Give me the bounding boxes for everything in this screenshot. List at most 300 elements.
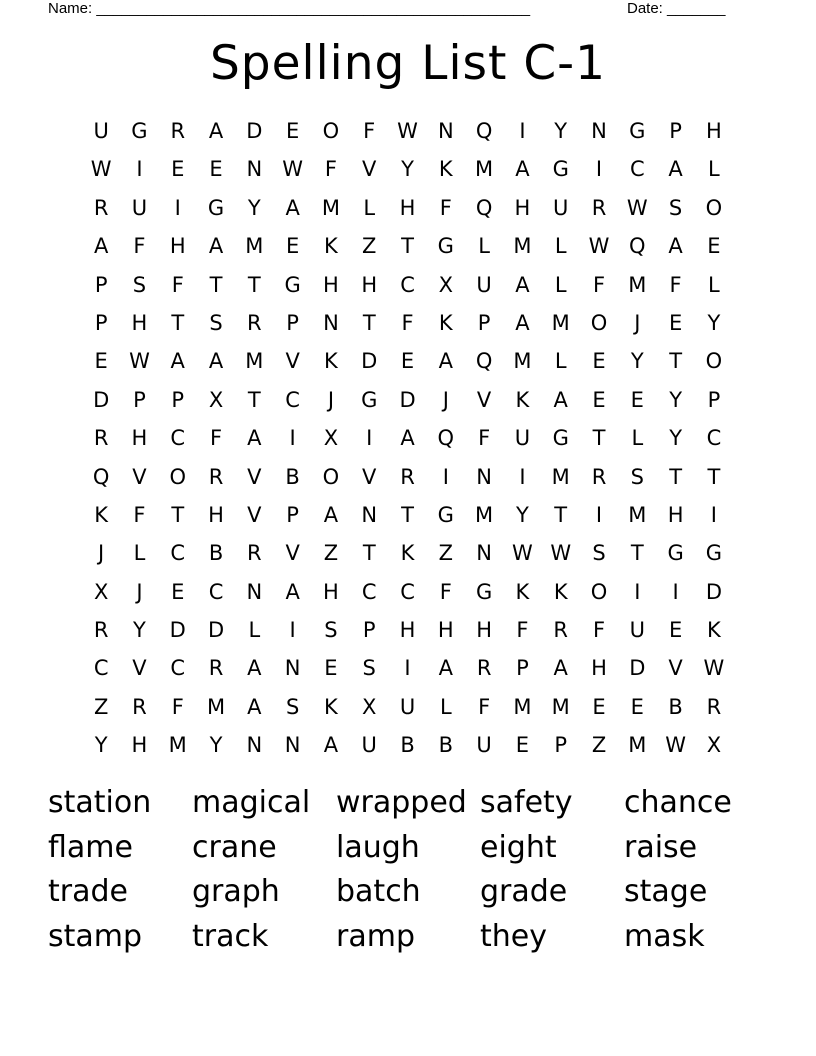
word-search-grid	[82, 112, 733, 765]
grid-letter: R	[208, 656, 224, 681]
word-bank	[48, 782, 768, 961]
grid-letter: I	[442, 464, 449, 489]
grid-letter: C	[93, 656, 109, 681]
grid-letter: K	[324, 234, 338, 259]
grid-letter: E	[668, 618, 683, 643]
grid-letter: K	[438, 157, 453, 182]
grid-letter: B	[438, 733, 454, 758]
grid-letter: G	[437, 234, 454, 259]
grid-letter: Z	[362, 234, 377, 259]
grid-letter: I	[404, 656, 411, 681]
grid-letter: M	[628, 272, 647, 297]
grid-letter: W	[626, 195, 648, 220]
grid-letter: H	[131, 426, 148, 451]
grid-letter: R	[132, 694, 147, 719]
grid-letter: P	[94, 272, 108, 297]
grid-letter: G	[552, 426, 569, 451]
grid-letter: Z	[438, 541, 454, 566]
grid-letter: E	[630, 387, 644, 412]
grid-letter: M	[551, 694, 570, 719]
grid-letter: H	[361, 272, 378, 297]
grid-letter: L	[133, 541, 146, 566]
grid-letter: V	[247, 502, 262, 527]
grid-letter: X	[93, 579, 109, 604]
grid-letter: H	[514, 195, 531, 220]
grid-letter: U	[553, 195, 569, 220]
grid-letter: R	[93, 618, 109, 643]
grid-letter: F	[439, 579, 452, 604]
grid-letter: E	[668, 310, 683, 335]
grid-letter: J	[98, 541, 105, 566]
grid-letter: T	[401, 234, 414, 259]
grid-letter: P	[707, 387, 721, 412]
grid-letter: T	[362, 541, 376, 566]
grid-letter: T	[209, 272, 223, 297]
word-bank-item: raise	[624, 829, 698, 865]
grid-letter: G	[705, 541, 723, 566]
grid-letter: P	[94, 310, 108, 335]
grid-letter: I	[595, 157, 603, 182]
grid-letter: Q	[475, 119, 493, 143]
grid-letter: M	[321, 195, 340, 220]
grid-letter: F	[133, 234, 146, 259]
grid-letter: N	[476, 464, 492, 489]
grid-letter: L	[554, 272, 567, 297]
grid-letter: F	[133, 502, 146, 527]
grid-letter: M	[245, 349, 264, 374]
grid-letter: R	[170, 119, 186, 143]
grid-letter: P	[286, 502, 299, 527]
word-bank-item: wrapped	[336, 785, 467, 820]
grid-letter: M	[628, 502, 647, 527]
grid-letter: V	[668, 656, 683, 681]
grid-letter: U	[399, 694, 416, 719]
grid-letter: S	[630, 464, 644, 489]
grid-letter: C	[170, 656, 186, 681]
word-bank-item: eight	[480, 829, 557, 865]
grid-letter: I	[289, 426, 296, 451]
grid-letter: W	[90, 157, 112, 182]
grid-letter: S	[209, 310, 223, 335]
grid-letter: F	[592, 618, 606, 643]
word-bank-item: ramp	[336, 919, 415, 955]
grid-letter: B	[285, 464, 300, 489]
grid-letter: F	[439, 195, 452, 220]
grid-letter: J	[442, 387, 449, 412]
grid-letter: I	[634, 579, 641, 604]
grid-letter: F	[669, 272, 682, 297]
grid-letter: F	[401, 310, 414, 335]
grid-letter: M	[513, 234, 532, 259]
grid-letter: H	[476, 618, 493, 643]
grid-letter: O	[705, 349, 723, 374]
grid-letter: D	[399, 387, 416, 412]
grid-letter: A	[400, 426, 415, 451]
grid-letter: U	[93, 119, 109, 143]
grid-letter: H	[131, 733, 148, 758]
grid-letter: R	[93, 195, 109, 220]
grid-letter: Y	[669, 387, 683, 412]
grid-letter: C	[361, 579, 377, 604]
grid-letter: Q	[475, 349, 493, 374]
grid-letter: R	[247, 310, 262, 335]
grid-letter: E	[707, 234, 721, 259]
grid-letter: U	[514, 426, 531, 451]
page-title: Spelling List C-1	[209, 36, 607, 91]
grid-letter: V	[362, 464, 377, 489]
grid-letter: B	[208, 541, 224, 566]
grid-letter: U	[361, 733, 377, 758]
grid-letter: C	[400, 272, 415, 297]
grid-letter: W	[512, 541, 533, 566]
grid-letter: G	[207, 195, 225, 220]
grid-letter: L	[248, 618, 261, 643]
word-bank-item: flame	[48, 829, 133, 865]
grid-letter: A	[668, 234, 683, 259]
word-bank-item: trade	[48, 874, 128, 910]
grid-letter: C	[706, 426, 722, 451]
word-bank-item: graph	[192, 874, 280, 910]
grid-letter: H	[399, 195, 416, 220]
grid-letter: W	[397, 119, 418, 143]
word-bank-item: grade	[480, 874, 568, 910]
grid-letter: I	[519, 464, 526, 489]
grid-letter: J	[136, 579, 143, 604]
grid-letter: H	[208, 502, 224, 527]
grid-letter: A	[170, 349, 185, 374]
grid-letter: P	[554, 733, 568, 758]
grid-letter: V	[476, 387, 492, 412]
grid-letter: A	[285, 195, 300, 220]
grid-letter: A	[438, 656, 453, 681]
grid-letter: G	[552, 157, 569, 182]
grid-letter: T	[171, 310, 185, 335]
grid-letter: M	[551, 464, 570, 489]
grid-letter: L	[439, 694, 452, 719]
grid-letter: I	[366, 426, 373, 451]
grid-letter: M	[475, 157, 494, 182]
grid-letter: K	[515, 579, 530, 604]
grid-letter: K	[94, 502, 109, 527]
grid-letter: H	[323, 272, 339, 297]
grid-letter: O	[590, 310, 608, 335]
grid-letter: D	[705, 579, 722, 604]
grid-letter: A	[247, 426, 262, 451]
grid-letter: H	[399, 618, 416, 643]
grid-letter: A	[247, 694, 262, 719]
grid-letter: Q	[475, 195, 493, 220]
grid-letter: T	[247, 387, 261, 412]
grid-letter: X	[438, 272, 454, 297]
grid-letter: T	[554, 502, 568, 527]
grid-letter: Q	[437, 426, 455, 451]
grid-letter: X	[706, 733, 722, 758]
word-bank-item: stage	[624, 874, 708, 910]
word-bank-item: station	[48, 785, 152, 820]
grid-letter: T	[247, 272, 261, 297]
grid-letter: N	[246, 579, 263, 604]
grid-letter: R	[591, 195, 607, 220]
date-field-label: Date: _______	[627, 0, 726, 17]
grid-letter: A	[208, 119, 224, 143]
grid-letter: T	[362, 310, 376, 335]
grid-letter: V	[132, 656, 147, 681]
grid-letter: A	[438, 349, 453, 374]
grid-letter: T	[592, 426, 606, 451]
grid-letter: X	[362, 694, 377, 719]
grid-letter: H	[131, 310, 148, 335]
grid-letter: W	[665, 733, 686, 758]
grid-letter: K	[400, 541, 415, 566]
grid-letter: A	[515, 272, 530, 297]
grid-letter: P	[362, 618, 376, 643]
grid-letter: Q	[92, 464, 110, 489]
grid-letter: E	[400, 349, 415, 374]
grid-letter: L	[478, 234, 490, 259]
grid-letter: F	[592, 272, 606, 297]
grid-letter: O	[322, 119, 340, 143]
grid-letter: H	[323, 579, 339, 604]
word-bank-item: they	[480, 919, 547, 955]
grid-letter: C	[400, 579, 415, 604]
grid-letter: Y	[247, 195, 261, 220]
grid-letter: O	[705, 195, 723, 220]
grid-letter: W	[129, 349, 150, 374]
grid-letter: M	[513, 349, 532, 374]
grid-letter: L	[708, 157, 720, 182]
grid-letter: L	[554, 349, 567, 374]
grid-letter: F	[478, 426, 491, 451]
grid-letter: N	[284, 733, 301, 758]
grid-letter: E	[94, 349, 108, 374]
grid-letter: D	[207, 618, 225, 643]
grid-letter: N	[591, 119, 607, 143]
grid-letter: A	[515, 157, 530, 182]
grid-letter: H	[706, 119, 722, 143]
grid-letter: Z	[591, 733, 607, 758]
grid-letter: I	[289, 618, 296, 643]
grid-letter: B	[400, 733, 415, 758]
grid-letter: P	[133, 387, 146, 412]
header-line	[48, 0, 748, 20]
grid-letter: V	[247, 464, 262, 489]
grid-letter: E	[285, 119, 300, 143]
grid-letter: D	[361, 349, 378, 374]
grid-letter: C	[208, 579, 224, 604]
grid-letter: F	[363, 119, 376, 143]
grid-letter: A	[285, 579, 300, 604]
grid-letter: P	[171, 387, 185, 412]
grid-letter: I	[595, 502, 603, 527]
grid-letter: A	[208, 234, 224, 259]
grid-letter: P	[286, 310, 299, 335]
word-bank-item: crane	[192, 829, 277, 865]
word-bank-item: magical	[192, 785, 311, 820]
grid-letter: H	[667, 502, 684, 527]
grid-letter: I	[672, 579, 679, 604]
grid-letter: N	[476, 541, 492, 566]
grid-letter: R	[247, 541, 262, 566]
grid-letter: J	[634, 310, 641, 335]
grid-letter: Q	[629, 234, 646, 259]
grid-letter: E	[592, 387, 606, 412]
grid-letter: S	[285, 694, 300, 719]
grid-letter: N	[361, 502, 378, 527]
grid-letter: O	[322, 464, 340, 489]
grid-letter: R	[400, 464, 415, 489]
grid-letter: K	[707, 618, 721, 643]
grid-letter: X	[208, 387, 224, 412]
grid-letter: E	[592, 349, 606, 374]
grid-letter: R	[93, 426, 109, 451]
grid-letter: M	[513, 694, 532, 719]
grid-letter: C	[629, 157, 645, 182]
grid-letter: T	[630, 541, 644, 566]
grid-letter: M	[628, 733, 647, 758]
grid-letter: I	[136, 157, 143, 182]
grid-letter: E	[171, 579, 185, 604]
grid-letter: T	[669, 349, 683, 374]
grid-letter: E	[515, 733, 530, 758]
grid-letter: T	[669, 464, 683, 489]
grid-letter: R	[591, 464, 607, 489]
grid-letter: A	[323, 733, 339, 758]
word-bank-item: safety	[480, 785, 573, 820]
grid-letter: C	[170, 426, 186, 451]
grid-letter: Y	[707, 310, 721, 335]
grid-letter: Y	[94, 733, 108, 758]
grid-letter: Y	[516, 502, 529, 527]
grid-letter: M	[551, 310, 570, 335]
grid-letter: C	[170, 541, 186, 566]
grid-letter: O	[590, 579, 608, 604]
grid-letter: G	[475, 579, 493, 604]
grid-letter: E	[285, 234, 300, 259]
grid-letter: V	[132, 464, 147, 489]
grid-letter: Z	[323, 541, 339, 566]
grid-letter: U	[476, 272, 492, 297]
grid-letter: E	[630, 694, 644, 719]
grid-letter: P	[516, 656, 529, 681]
grid-letter: G	[629, 119, 646, 143]
grid-letter: G	[131, 119, 148, 143]
grid-letter: N	[323, 310, 339, 335]
word-bank-item: laugh	[336, 829, 420, 865]
grid-letter: A	[515, 310, 530, 335]
grid-letter: W	[703, 656, 725, 681]
grid-letter: S	[362, 656, 376, 681]
grid-letter: G	[361, 387, 378, 412]
grid-letter: L	[708, 272, 720, 297]
grid-letter: W	[588, 234, 610, 259]
word-bank-item: batch	[336, 874, 421, 910]
grid-letter: E	[171, 157, 185, 182]
grid-letter: T	[171, 502, 185, 527]
grid-letter: E	[209, 157, 223, 182]
grid-letter: V	[285, 541, 300, 566]
name-field-label: Name: ____________________________________________________	[48, 0, 531, 17]
grid-letter: V	[285, 349, 300, 374]
grid-letter: J	[327, 387, 335, 412]
grid-letter: Y	[209, 733, 223, 758]
grid-letter: K	[438, 310, 453, 335]
grid-letter: Y	[669, 426, 683, 451]
grid-letter: D	[246, 119, 263, 143]
grid-letter: N	[437, 119, 454, 143]
grid-letter: H	[591, 656, 607, 681]
word-bank-item: track	[192, 919, 269, 955]
grid-letter: U	[629, 618, 645, 643]
grid-letter: P	[477, 310, 491, 335]
grid-letter: N	[284, 656, 301, 681]
grid-letter: L	[554, 234, 567, 259]
grid-letter: A	[247, 656, 262, 681]
grid-letter: R	[706, 694, 722, 719]
grid-letter: F	[171, 272, 184, 297]
word-bank-item: stamp	[48, 919, 143, 955]
grid-letter: U	[476, 733, 492, 758]
grid-letter: A	[553, 656, 568, 681]
grid-letter: S	[592, 541, 606, 566]
grid-letter: G	[284, 272, 301, 297]
grid-letter: S	[132, 272, 147, 297]
grid-letter: R	[553, 618, 568, 643]
grid-letter: R	[208, 464, 224, 489]
grid-letter: A	[553, 387, 568, 412]
grid-letter: X	[323, 426, 339, 451]
grid-letter: L	[363, 195, 376, 220]
grid-letter: F	[209, 426, 223, 451]
grid-letter: Y	[554, 119, 568, 143]
grid-letter: I	[174, 195, 181, 220]
grid-letter: W	[550, 541, 572, 566]
grid-letter: K	[324, 694, 338, 719]
grid-letter: E	[324, 656, 338, 681]
grid-letter: A	[668, 157, 683, 182]
grid-letter: D	[629, 656, 646, 681]
grid-letter: G	[437, 502, 454, 527]
grid-letter: Y	[133, 618, 146, 643]
grid-letter: K	[324, 349, 338, 374]
grid-letter: O	[169, 464, 186, 489]
grid-letter: N	[246, 157, 263, 182]
grid-letter: Z	[93, 694, 109, 719]
grid-letter: K	[553, 579, 568, 604]
grid-letter: V	[362, 157, 377, 182]
grid-letter: F	[171, 694, 184, 719]
grid-letter: P	[669, 119, 682, 143]
word-bank-item: mask	[624, 919, 705, 955]
grid-letter: H	[437, 618, 454, 643]
grid-letter: D	[169, 618, 186, 643]
grid-letter: T	[401, 502, 414, 527]
grid-letter: M	[168, 733, 187, 758]
grid-letter: B	[668, 694, 683, 719]
grid-letter: W	[282, 157, 304, 182]
grid-letter: S	[324, 618, 338, 643]
grid-letter: E	[592, 694, 606, 719]
grid-letter: T	[707, 464, 721, 489]
grid-letter: Y	[630, 349, 644, 374]
grid-letter: D	[93, 387, 110, 412]
grid-letter: C	[285, 387, 300, 412]
grid-letter: F	[478, 694, 491, 719]
grid-letter: R	[476, 656, 492, 681]
grid-letter: A	[323, 502, 339, 527]
grid-letter: G	[667, 541, 684, 566]
grid-letter: A	[208, 349, 224, 374]
grid-letter: U	[131, 195, 148, 220]
